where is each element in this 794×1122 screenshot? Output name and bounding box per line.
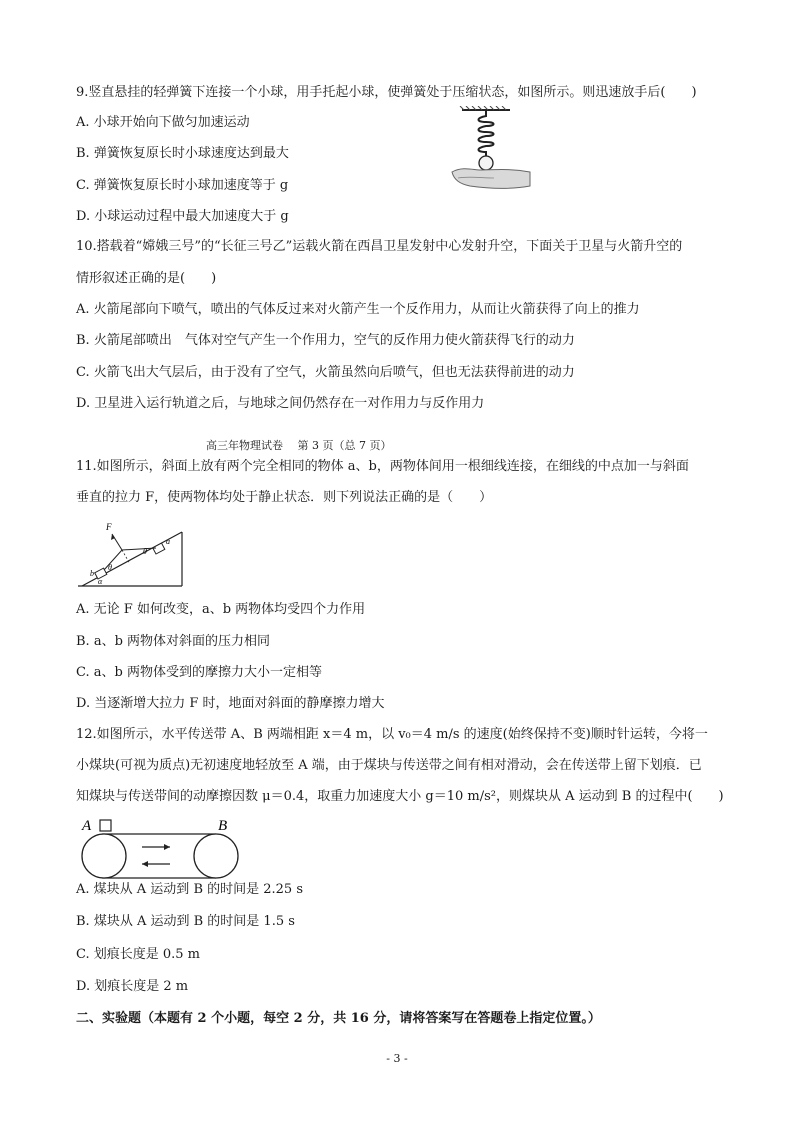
q12-stem-line1: 12.如图所示，水平传送带 A、B 两端相距 x＝4 m，以 v₀＝4 m/s 的速度(始终保持不变)顺时针运转，今将一 bbox=[76, 727, 708, 742]
q11-label-a: a bbox=[166, 537, 170, 546]
q11-label-theta-2: θ bbox=[143, 547, 147, 556]
q9-option-d: D. 小球运动过程中最大加速度大于 g bbox=[76, 209, 289, 224]
q12-stem-line2: 小煤块(可视为质点)无初速度地轻放至 A 端，由于煤块与传送带之间有相对滑动，会在传送带上留下划痕．已 bbox=[76, 758, 702, 773]
q12-option-d: D. 划痕长度是 2 m bbox=[76, 979, 189, 994]
q9-option-c: C. 弹簧恢复原长时小球加速度等于 g bbox=[76, 178, 289, 193]
q9-option-b: B. 弹簧恢复原长时小球速度达到最大 bbox=[76, 146, 289, 161]
q12-label-a: A bbox=[82, 818, 92, 834]
q11-option-c: C. a、b 两物体受到的摩擦力大小一定相等 bbox=[76, 665, 322, 680]
q10-stem-line2: 情形叙述正确的是( ) bbox=[76, 271, 217, 286]
q11-option-a: A. 无论 F 如何改变，a、b 两物体均受四个力作用 bbox=[76, 602, 366, 617]
q12-option-b: B. 煤块从 A 运动到 B 的时间是 1.5 s bbox=[76, 914, 295, 929]
q9-option-a: A. 小球开始向下做匀加速运动 bbox=[76, 115, 250, 130]
q9-spring-figure bbox=[448, 106, 534, 196]
q12-conveyor-figure bbox=[76, 814, 242, 884]
q10-option-c: C. 火箭飞出大气层后，由于没有了空气，火箭虽然向后喷气，但也无法获得前进的动力 bbox=[76, 365, 575, 380]
q11-label-f: F bbox=[106, 522, 112, 532]
q11-label-b: b bbox=[90, 569, 94, 578]
q11-option-d: D. 当逐渐增大拉力 F 时，地面对斜面的静摩擦力增大 bbox=[76, 696, 385, 711]
q10-option-b: B. 火箭尾部喷出 气体对空气产生一个作用力，空气的反作用力使火箭获得飞行的动力 bbox=[76, 333, 575, 348]
page-number: - 3 - bbox=[386, 1052, 408, 1065]
page-footer: 高三年物理试卷 第 3 页（总 7 页） bbox=[206, 439, 392, 452]
q11-label-alpha: α bbox=[98, 577, 103, 586]
q11-stem-line1: 11.如图所示，斜面上放有两个完全相同的物体 a、b，两物体间用一根细线连接，在细线的中点加一与斜面 bbox=[76, 459, 689, 474]
q11-label-theta-1: θ bbox=[108, 563, 112, 572]
q10-option-d: D. 卫星进入运行轨道之后，与地球之间仍然存在一对作用力与反作用力 bbox=[76, 396, 485, 411]
q9-stem: 9.竖直悬挂的轻弹簧下连接一个小球，用手托起小球，使弹簧处于压缩状态，如图所示。则迅速放手后( ) bbox=[76, 85, 697, 100]
q10-stem-line1: 10.搭载着“嫦娥三号”的“长征三号乙”运载火箭在西昌卫星发射中心发射升空，下面关于卫星与火箭升空的 bbox=[76, 239, 683, 254]
q10-option-a: A. 火箭尾部向下喷气，喷出的气体反过来对火箭产生一个反作用力，从而让火箭获得了向上的推力 bbox=[76, 302, 640, 317]
q11-option-b: B. a、b 两物体对斜面的压力相同 bbox=[76, 634, 271, 649]
q12-label-b: B bbox=[218, 818, 228, 834]
q12-option-c: C. 划痕长度是 0.5 m bbox=[76, 947, 201, 962]
q11-incline-figure bbox=[76, 518, 188, 590]
q12-option-a: A. 煤块从 A 运动到 B 的时间是 2.25 s bbox=[76, 882, 304, 897]
q11-stem-line2: 垂直的拉力 F，使两物体均处于静止状态．则下列说法正确的是（ ） bbox=[76, 490, 493, 505]
section-2-heading: 二、实验题（本题有 2 个小题，每空 2 分，共 16 分，请将答案写在答题卷上指定位置。） bbox=[76, 1011, 601, 1026]
q12-stem-line3: 知煤块与传送带间的动摩擦因数 μ＝0.4，取重力加速度大小 g＝10 m/s²，则煤块从 A 运动到 B 的过程中( ) bbox=[76, 789, 724, 804]
